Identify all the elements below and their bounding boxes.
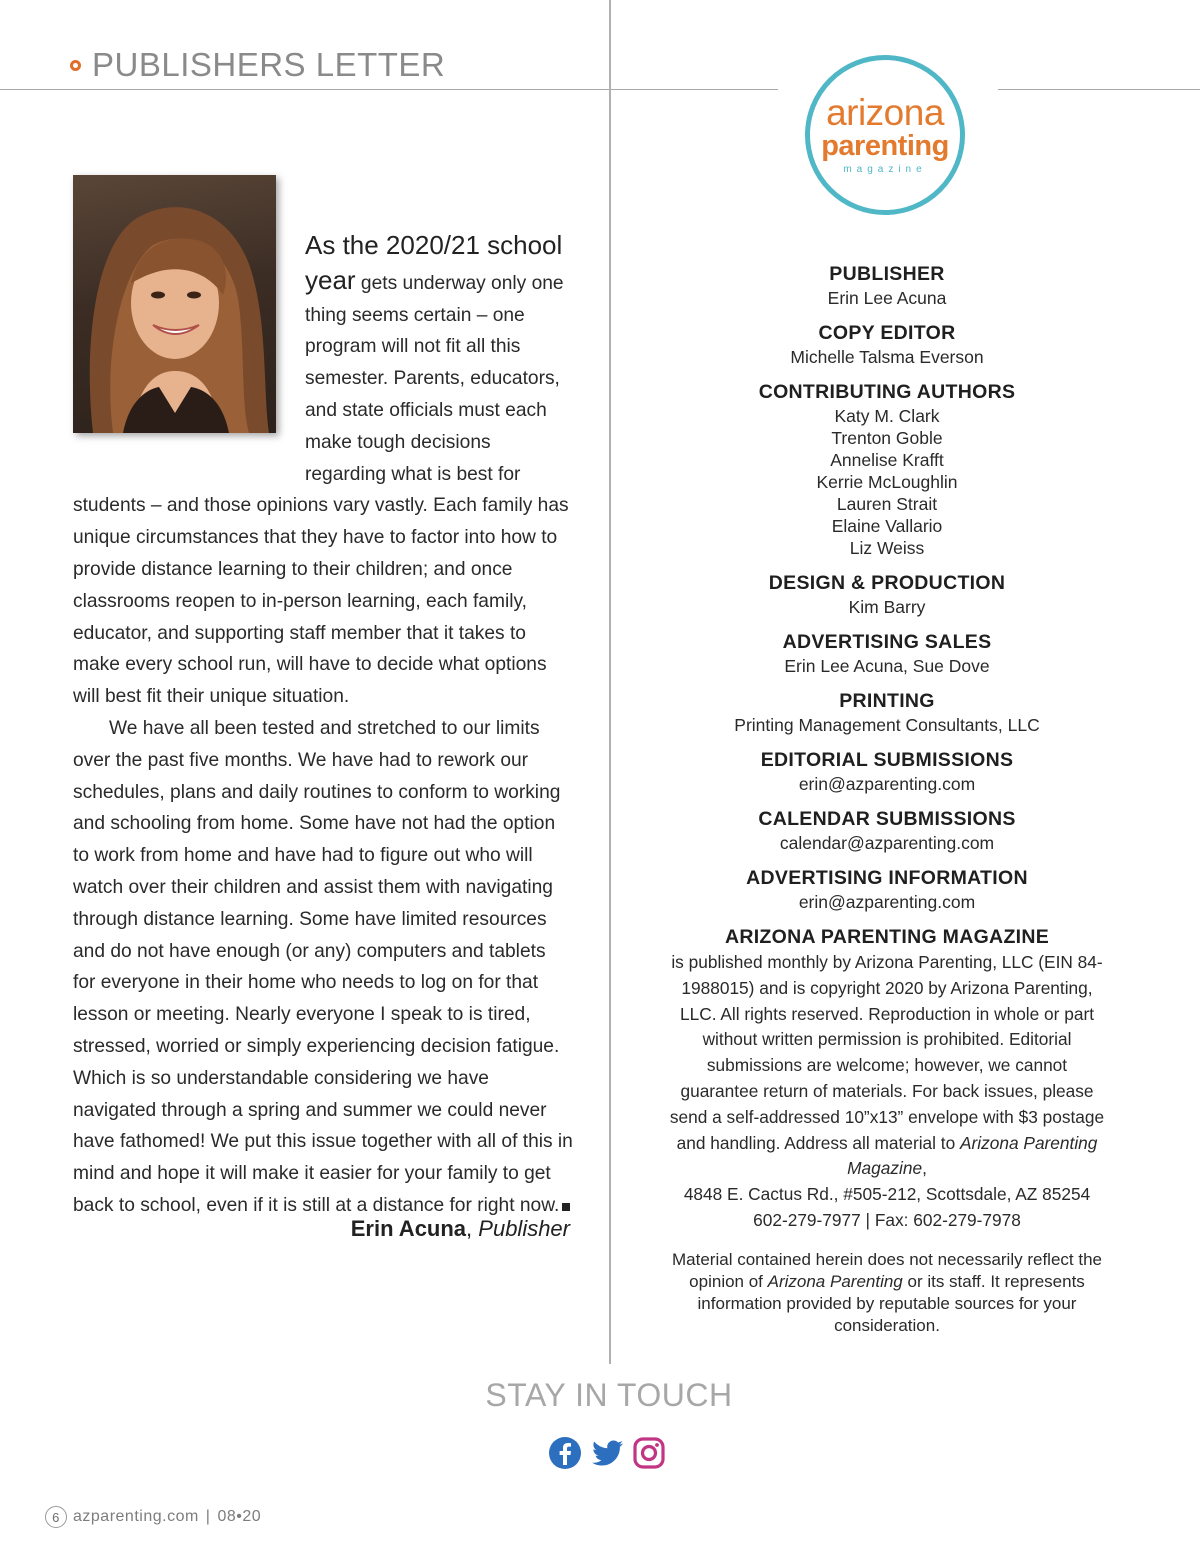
disclaimer [667,1249,1107,1337]
masthead-group [667,571,1107,618]
publication-address-prefix: Address all material to [784,1132,961,1153]
letter-paragraph-2 [73,713,573,1222]
publication-contact: 602-279-7977 | Fax: 602-279-7978 [753,1209,1021,1230]
publication-address-suffix: , [922,1158,927,1179]
publisher-letter [73,230,573,1222]
signature-separator: , [466,1216,479,1241]
footer-site: azparenting.com [73,1508,199,1525]
publication-address: 4848 E. Cactus Rd., #505-212, Scottsdale, AZ 85254 [683,1184,1091,1205]
publication-address-magazine: Arizona Parenting Magazine [847,1132,1098,1179]
publication-notice [667,950,1107,1234]
signature-name: Erin Acuna [350,1216,467,1241]
header-rule-left [0,89,778,90]
masthead-group [667,689,1107,736]
footer-issue: 08•20 [217,1508,262,1525]
photo-wrap-spacer [73,230,305,468]
letter-lead: As the 2020/21 school year [305,230,563,295]
logo-word-parenting: parenting [821,130,949,162]
masthead-groups [667,262,1107,913]
masthead-heading: CALENDAR SUBMISSIONS [758,808,1016,830]
masthead-heading: COPY EDITOR [818,322,956,344]
masthead-group [667,262,1107,309]
masthead-line: Elaine Vallario [831,516,943,536]
masthead-line: Liz Weiss [849,538,925,558]
page-number-badge: 6 [45,1506,67,1528]
masthead-line: Erin Lee Acuna, Sue Dove [784,656,990,676]
section-title-text: PUBLISHERS LETTER [92,46,446,83]
facebook-icon[interactable] [547,1435,583,1471]
disclaimer-part-1: Material contained herein does not necessarily reflect the opinion of [672,1249,1102,1291]
section-title [70,46,445,84]
masthead-line: erin@azparenting.com [798,774,976,794]
masthead-line: Lauren Strait [836,494,938,514]
page-footer [45,1506,261,1528]
disclaimer-part-2: or its staff. It represents information provided by reputable sources for your consideration. [697,1271,1085,1335]
magazine-logo [805,55,965,215]
column-divider [609,0,611,1364]
footer-separator: | [205,1508,211,1525]
masthead-heading: EDITORIAL SUBMISSIONS [760,749,1014,771]
masthead-heading: PRINTING [839,690,935,712]
publication-body: is published monthly by Arizona Parenting, LLC (EIN 84-1988015) and is copyright 2020 by Arizona Parenting, LLC. All rights reserved. Reproduction in whole or part without written permission is prohibited. Editorial submissions are welcome; however, we cannot guarantee return of materials. For back issues, please send a self-addressed 10”x13” envelope with $3 postage and handling. [669,952,1105,1153]
masthead-group [667,866,1107,913]
masthead-line: Kerrie McLoughlin [816,472,958,492]
letter-paragraph-2-text: We have all been tested and stretched to our limits over the past five months. We have had to rework our schedules, plans and daily routines to conform to working and schooling from home. Some have not had the option to work from home and have had to figure out who will watch over their children and assist them with navigating through distance learning. Some have limited resources and do not have enough (or any) computers and tablets for everyone in their home who needs to log on for that lesson or meeting. Nearly everyone I speak to is tired, stressed, worried or simply experiencing decision fatigue. Which is so understandable considering we have navigated through a spring and summer we could never have fathomed! We put this issue together with all of this in mind and hope it will make it easier for your family to get back to school, even if it is still at a distance for right now. [73,717,573,1216]
masthead-group [667,321,1107,368]
masthead-line: Katy M. Clark [834,406,940,426]
end-mark-icon [562,1203,570,1211]
masthead-line: Kim Barry [848,597,926,617]
masthead-heading: CONTRIBUTING AUTHORS [758,381,1016,403]
twitter-icon[interactable] [589,1435,625,1471]
masthead-line: Michelle Talsma Everson [790,347,984,367]
stay-in-touch-title: STAY IN TOUCH [485,1377,733,1413]
bullet-dot-icon [70,60,81,71]
signature [351,1216,570,1242]
masthead-group [667,630,1107,677]
logo-word-magazine: magazine [843,164,927,175]
social-links [547,1435,667,1471]
masthead-group [667,807,1107,854]
masthead-line: Erin Lee Acuna [827,288,947,308]
masthead-heading: PUBLISHER [829,263,945,285]
masthead-heading: DESIGN & PRODUCTION [768,572,1006,594]
masthead [667,262,1107,1337]
masthead-heading: ADVERTISING SALES [782,631,992,653]
disclaimer-italic: Arizona Parenting [767,1271,903,1291]
logo-word-arizona: arizona [826,92,944,133]
masthead-line: Annelise Krafft [830,450,944,470]
letter-paragraph-1-text: gets underway only one thing seems certain – one program will not fit all this semester. Parents, educators, and state officials must each make tough decisions regarding what is best for students – and those opinions vary vastly. Each family has unique circumstances that they have to factor into how to provide distance learning to their children; and once classrooms reopen to in-person learning, each family, educator, and supporting staff member that it takes to make every school run, will have to decide what options will best fit their unique situation. [73,272,569,708]
masthead-line: erin@azparenting.com [798,892,976,912]
header-rule-right [998,89,1200,90]
masthead-group [667,380,1107,559]
masthead-heading: ADVERTISING INFORMATION [746,867,1028,889]
masthead-line: Trenton Goble [831,428,943,448]
masthead-line: calendar@azparenting.com [779,833,995,853]
instagram-icon[interactable] [631,1435,667,1471]
signature-role: Publisher [478,1216,570,1241]
publication-heading: ARIZONA PARENTING MAGAZINE [724,926,1050,948]
masthead-line: Printing Management Consultants, LLC [734,715,1040,735]
masthead-group [667,748,1107,795]
